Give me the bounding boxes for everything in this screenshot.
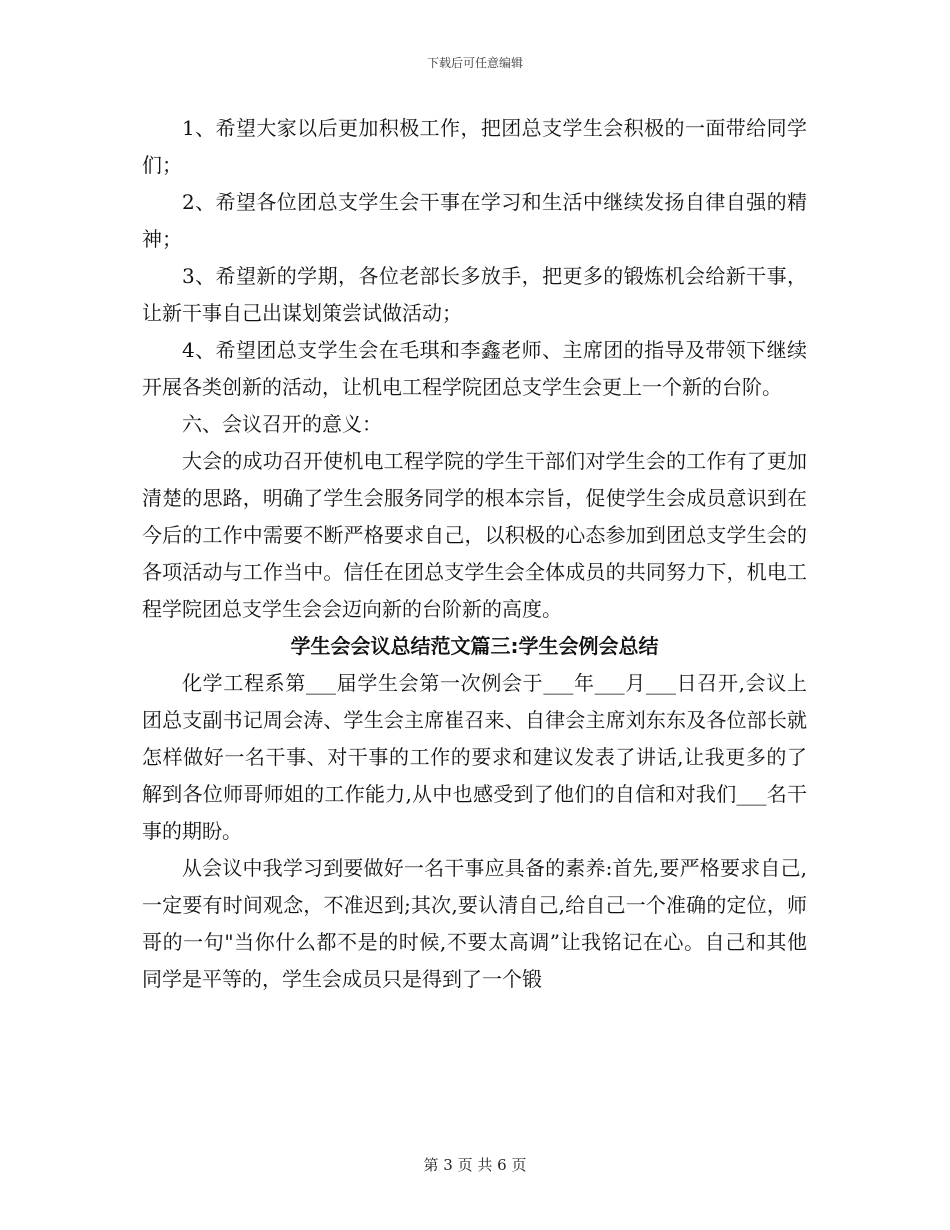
page-number: 第 3 页 共 6 页 — [423, 1156, 527, 1174]
body-paragraph: 1、希望大家以后更加积极工作，把团总支学生会积极的一面带给同学们； — [142, 116, 807, 177]
body-paragraph: 化学工程系第___届学生会第一次例会于___年___月___日召开,会议上团总支副书记周会涛、学生会主席崔召来、自律会主席刘东东及各位部长就怎样做好一名干事、对干事的工作的要求和建议发表了讲话,让我更多的了解到各位师哥师姐的工作能力,从中也感受到了他们的自信和对我们___名干事的期盼。 — [142, 671, 807, 843]
body-paragraph: 2、希望各位团总支学生会干事在学习和生活中继续发扬自律自强的精神； — [142, 190, 807, 251]
page-header: 下载后可任意编辑 — [426, 56, 523, 70]
section-subheading: 六、会议召开的意义： — [182, 412, 382, 436]
body-paragraph: 从会议中我学习到要做好一名干事应具备的素养:首先,要严格要求自己,一定要有时间观念，不准迟到;其次,要认清自己,给自己一个准确的定位，师哥的一句"当你什么都不是的时候,不要太高调”让我铭记在心。自己和其他同学是平等的，学生会成员只是得到了一个锻 — [142, 856, 807, 991]
body-paragraph: 3、希望新的学期，各位老部长多放手，把更多的锻炼机会给新干事，让新干事自己出谋划策尝试做活动； — [142, 264, 807, 325]
body-paragraph: 大会的成功召开使机电工程学院的学生干部们对学生会的工作有了更加清楚的思路，明确了学生会服务同学的根本宗旨，促使学生会成员意识到在今后的工作中需要不断严格要求自己，以积极的心态参加到团总支学生会的各项活动与工作当中。信任在团总支学生会全体成员的共同努力下，机电工程学院团总支学生会会迈向新的台阶新的高度。 — [142, 449, 807, 621]
document-body — [142, 110, 807, 998]
section-title: 学生会会议总结范文篇三:学生会例会总结 — [290, 634, 659, 658]
body-paragraph: 4、希望团总支学生会在毛琪和李鑫老师、主席团的指导及带领下继续开展各类创新的活动，让机电工程学院团总支学生会更上一个新的台阶。 — [142, 338, 807, 399]
